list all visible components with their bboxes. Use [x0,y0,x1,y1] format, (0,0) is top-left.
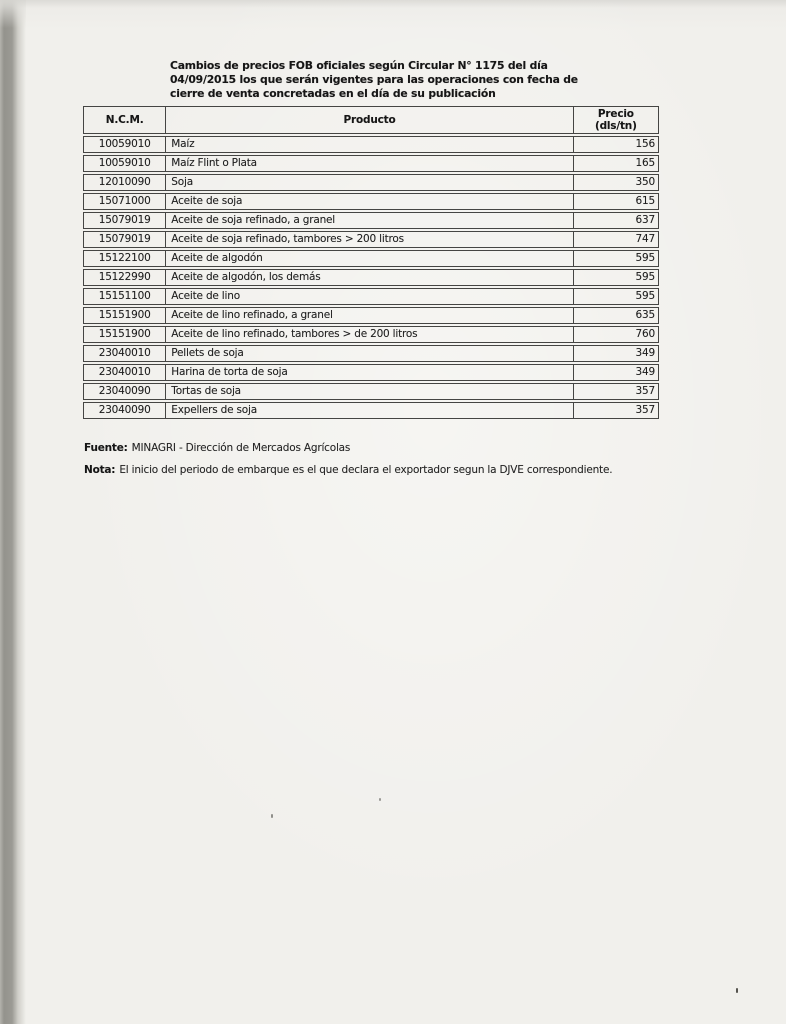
cell-product: Harina de torta de soja [166,364,573,381]
table-row [83,193,659,210]
table-row [83,269,659,286]
cell-price: 349 [574,364,659,381]
header-price-line1: Precio [597,108,634,120]
cell-price: 349 [574,345,659,362]
scanner-edge-shadow [0,0,26,1024]
header-ncm: N.C.M. [83,106,166,134]
cell-price: 350 [574,174,659,191]
cell-ncm: 23040010 [83,364,166,381]
cell-price: 615 [574,193,659,210]
note-text: El inicio del periodo de embarque es el que declara el exportador segun la DJVE correspondiente. [119,464,613,476]
cell-ncm: 10059010 [83,155,166,172]
title-line-2: 04/09/2015 los que serán vigentes para las operaciones con fecha de [170,73,578,86]
cell-ncm: 23040010 [83,345,166,362]
table-row [83,212,659,229]
scan-speck [379,798,381,801]
scan-speck [271,814,273,818]
cell-product: Aceite de soja [166,193,573,210]
cell-price: 747 [574,231,659,248]
cell-price: 156 [574,136,659,153]
table-row [83,174,659,191]
cell-ncm: 15151900 [83,326,166,343]
cell-price: 357 [574,402,659,419]
table-row [83,364,659,381]
cell-ncm: 10059010 [83,136,166,153]
cell-ncm: 15151900 [83,307,166,324]
header-price-line2: (dls/tn) [594,120,637,132]
table-row [83,383,659,400]
table-row [83,307,659,324]
header-price [574,106,659,134]
cell-price: 165 [574,155,659,172]
cell-product: Expellers de soja [166,402,573,419]
cell-product: Aceite de algodón [166,250,573,267]
cell-price: 595 [574,269,659,286]
cell-ncm: 15071000 [83,193,166,210]
table-row [83,136,659,153]
table-header-row [83,106,659,134]
footer-note [84,464,612,476]
table-row [83,402,659,419]
table-row [83,250,659,267]
fob-price-table [83,104,659,421]
table-row [83,155,659,172]
title-line-3: cierre de venta concretadas en el día de su publicación [170,87,496,100]
cell-price: 637 [574,212,659,229]
source-label: Fuente: [84,442,128,454]
title-line-1: Cambios de precios FOB oficiales según Circular N° 1175 del día [170,59,548,72]
scan-speck [736,988,738,993]
table-row [83,231,659,248]
cell-product: Aceite de lino [166,288,573,305]
scanner-top-shade [0,0,786,8]
cell-ncm: 23040090 [83,402,166,419]
note-label: Nota: [84,464,116,476]
document-title [170,59,578,101]
table-row [83,326,659,343]
cell-price: 760 [574,326,659,343]
cell-price: 357 [574,383,659,400]
cell-product: Pellets de soja [166,345,573,362]
cell-product: Maíz [166,136,573,153]
cell-price: 595 [574,250,659,267]
cell-product: Aceite de algodón, los demás [166,269,573,286]
cell-product: Aceite de soja refinado, tambores > 200 litros [166,231,573,248]
price-table-body [83,136,659,419]
cell-product: Maíz Flint o Plata [166,155,573,172]
cell-ncm: 12010090 [83,174,166,191]
table-row [83,345,659,362]
cell-product: Aceite de lino refinado, a granel [166,307,573,324]
table-row [83,288,659,305]
cell-price: 635 [574,307,659,324]
cell-ncm: 15079019 [83,231,166,248]
cell-ncm: 15122990 [83,269,166,286]
cell-ncm: 15122100 [83,250,166,267]
cell-price: 595 [574,288,659,305]
cell-product: Aceite de soja refinado, a granel [166,212,573,229]
cell-product: Aceite de lino refinado, tambores > de 200 litros [166,326,573,343]
cell-product: Tortas de soja [166,383,573,400]
cell-ncm: 23040090 [83,383,166,400]
source-text: MINAGRI - Dirección de Mercados Agrícolas [131,442,351,454]
header-product: Producto [166,106,573,134]
cell-ncm: 15079019 [83,212,166,229]
cell-product: Soja [166,174,573,191]
footer-source [84,442,350,454]
cell-ncm: 15151100 [83,288,166,305]
